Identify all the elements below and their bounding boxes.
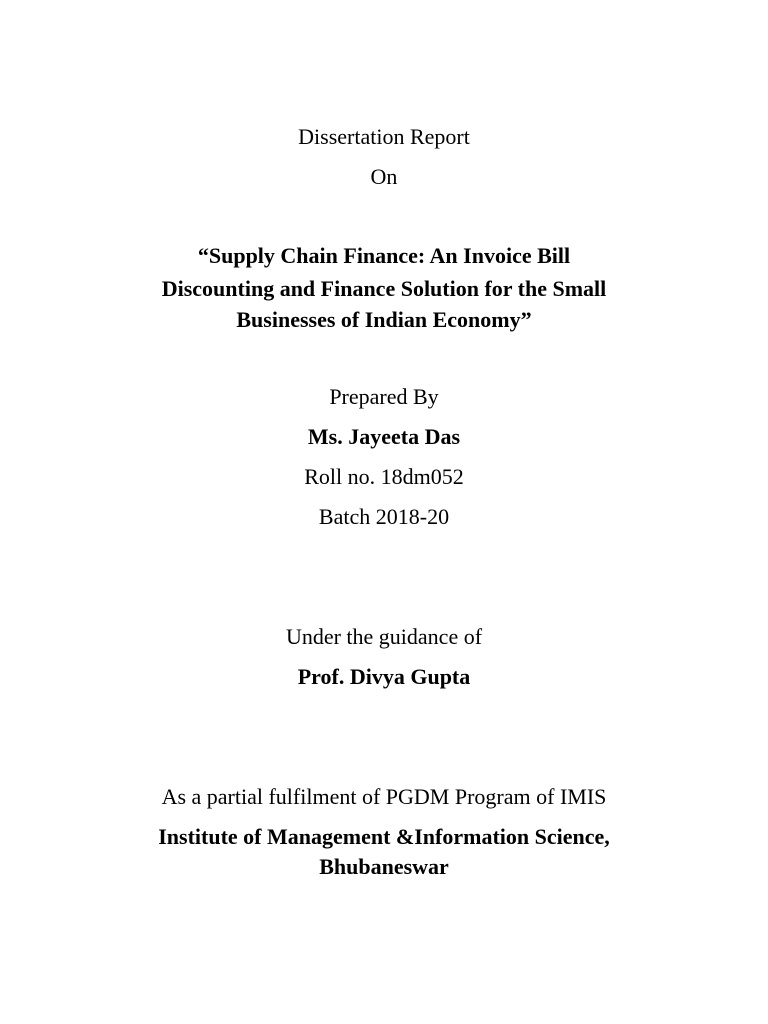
institute-line-2: Bhubaneswar: [319, 854, 449, 879]
batch: Batch 2018-20: [318, 504, 450, 529]
roll-number: Roll no. 18dm052: [304, 464, 464, 489]
fulfilment-text: As a partial fulfilment of PGDM Program of IMIS: [161, 784, 607, 809]
prepared-by-label: Prepared By: [329, 384, 439, 409]
report-type: Dissertation Report: [298, 124, 470, 149]
guide-name: Prof. Divya Gupta: [297, 664, 471, 689]
guidance-label: Under the guidance of: [285, 624, 483, 649]
on-label: On: [370, 164, 398, 189]
author-name: Ms. Jayeeta Das: [307, 424, 461, 449]
title-line-1: “Supply Chain Finance: An Invoice Bill: [197, 243, 571, 268]
title-line-2: Discounting and Finance Solution for the Small: [161, 276, 607, 301]
institute-line-1: Institute of Management &Information Science,: [158, 824, 610, 849]
title-line-3: Businesses of Indian Economy”: [236, 307, 532, 332]
